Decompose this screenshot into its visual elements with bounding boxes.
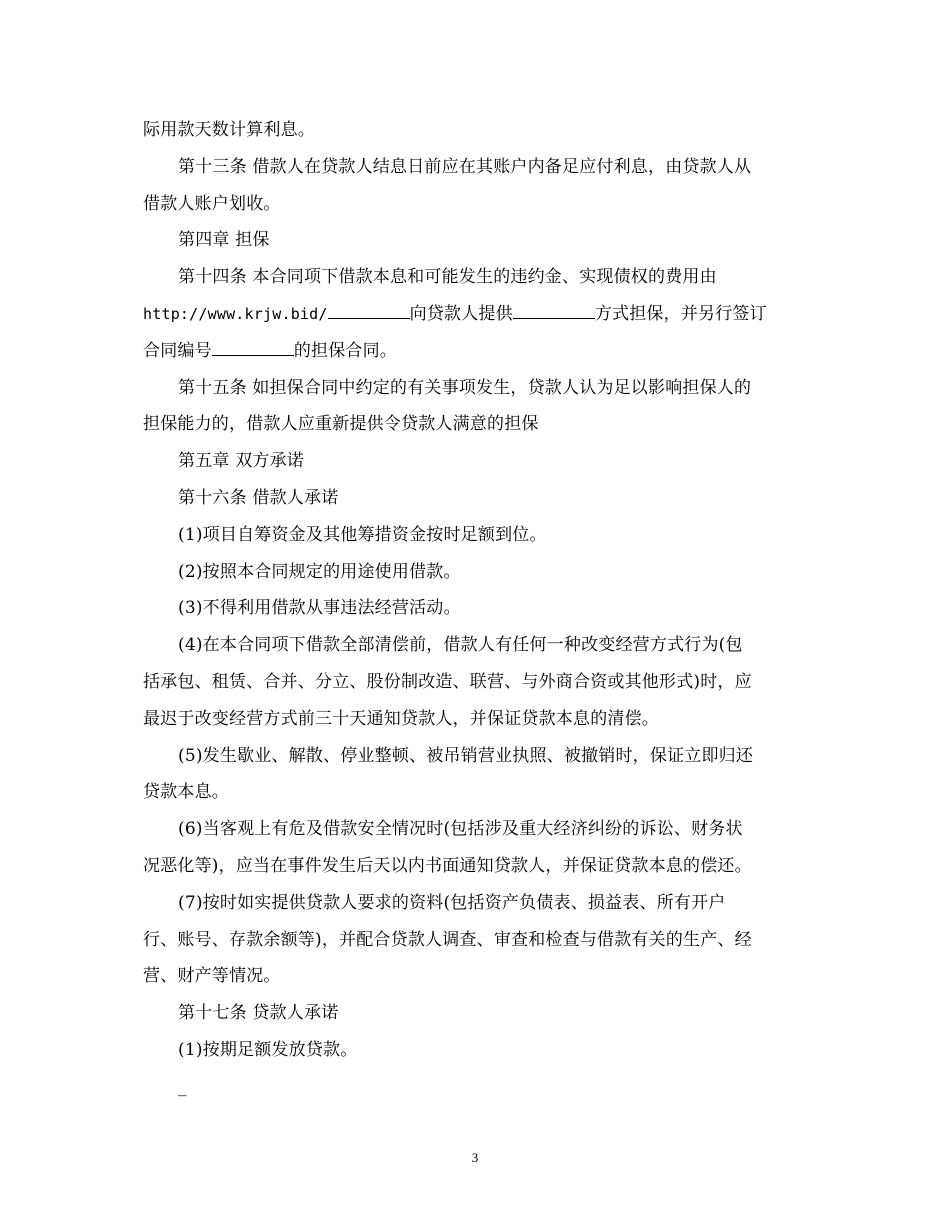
list-item: (2)按照本合同规定的用途使用借款。 — [178, 561, 461, 582]
list-item: (1)按期足额发放贷款。 — [178, 1039, 358, 1060]
article-16-heading: 第十六条 借款人承诺 — [178, 487, 339, 508]
article-14-line-3 — [143, 333, 808, 370]
blank-field — [513, 304, 595, 319]
list-item: (3)不得利用借款从事违法经营活动。 — [178, 598, 461, 619]
article-13-line-2: 借款人账户划收。 — [143, 193, 281, 214]
list-item-continuation: 最迟于改变经营方式前三十天通知贷款人，并保证贷款本息的清偿。 — [143, 708, 659, 729]
text-fragment: 合同编号 — [143, 340, 212, 361]
trailing-mark: _ — [178, 1076, 187, 1097]
list-item: (6)当客观上有危及借款安全情况时(包括涉及重大经济纠纷的诉讼、财务状 — [178, 819, 743, 840]
article-17-heading: 第十七条 贷款人承诺 — [178, 1003, 339, 1024]
list-item-continuation: 括承包、租赁、合并、分立、股份制改造、联营、与外商合资或其他形式)时，应 — [143, 671, 752, 692]
article-15-line-1: 第十五条 如担保合同中约定的有关事项发生，贷款人认为足以影响担保人的 — [178, 377, 752, 398]
list-item-continuation: 行、账号、存款余额等)，并配合贷款人调查、审查和检查与借款有关的生产、经 — [143, 929, 752, 950]
list-item: (7)按时如实提供贷款人要求的资料(包括资产负债表、损益表、所有开户 — [178, 892, 726, 913]
text-fragment: 向贷款人提供 — [409, 303, 513, 324]
article-13-line-1: 第十三条 借款人在贷款人结息日前应在其账户内备足应付利息，由贷款人从 — [178, 156, 752, 177]
blank-field — [212, 341, 294, 356]
list-item: (5)发生歇业、解散、停业整顿、被吊销营业执照、被撤销时，保证立即归还 — [178, 745, 754, 766]
list-item: (4)在本合同项下借款全部清偿前，借款人有任何一种改变经营方式行为(包 — [178, 635, 743, 656]
blank-field — [328, 304, 410, 319]
document-body — [143, 112, 808, 1106]
chapter-5-heading: 第五章 双方承诺 — [178, 451, 305, 472]
article-15-line-2: 担保能力的，借款人应重新提供令贷款人满意的担保 — [143, 414, 539, 435]
list-item-continuation: 营、财产等情况。 — [143, 966, 281, 987]
page-number: 3 — [471, 1150, 479, 1165]
url-text: http://www.krjw.bid/ — [143, 304, 328, 323]
article-14-line-2 — [143, 296, 808, 333]
text-fragment: 方式担保，并另行签订 — [594, 303, 767, 324]
list-item-continuation: 况恶化等)，应当在事件发生后天以内书面通知贷款人，并保证贷款本息的偿还。 — [143, 855, 752, 876]
chapter-4-heading: 第四章 担保 — [178, 230, 270, 251]
article-14-line-1: 第十四条 本合同项下借款本息和可能发生的违约金、实现债权的费用由 — [178, 267, 717, 288]
text-line: 际用款天数计算利息。 — [143, 120, 315, 140]
list-item-continuation: 贷款本息。 — [143, 782, 229, 803]
text-fragment: 的担保合同。 — [293, 340, 398, 361]
list-item: (1)项目自筹资金及其他筹措资金按时足额到位。 — [178, 524, 547, 545]
